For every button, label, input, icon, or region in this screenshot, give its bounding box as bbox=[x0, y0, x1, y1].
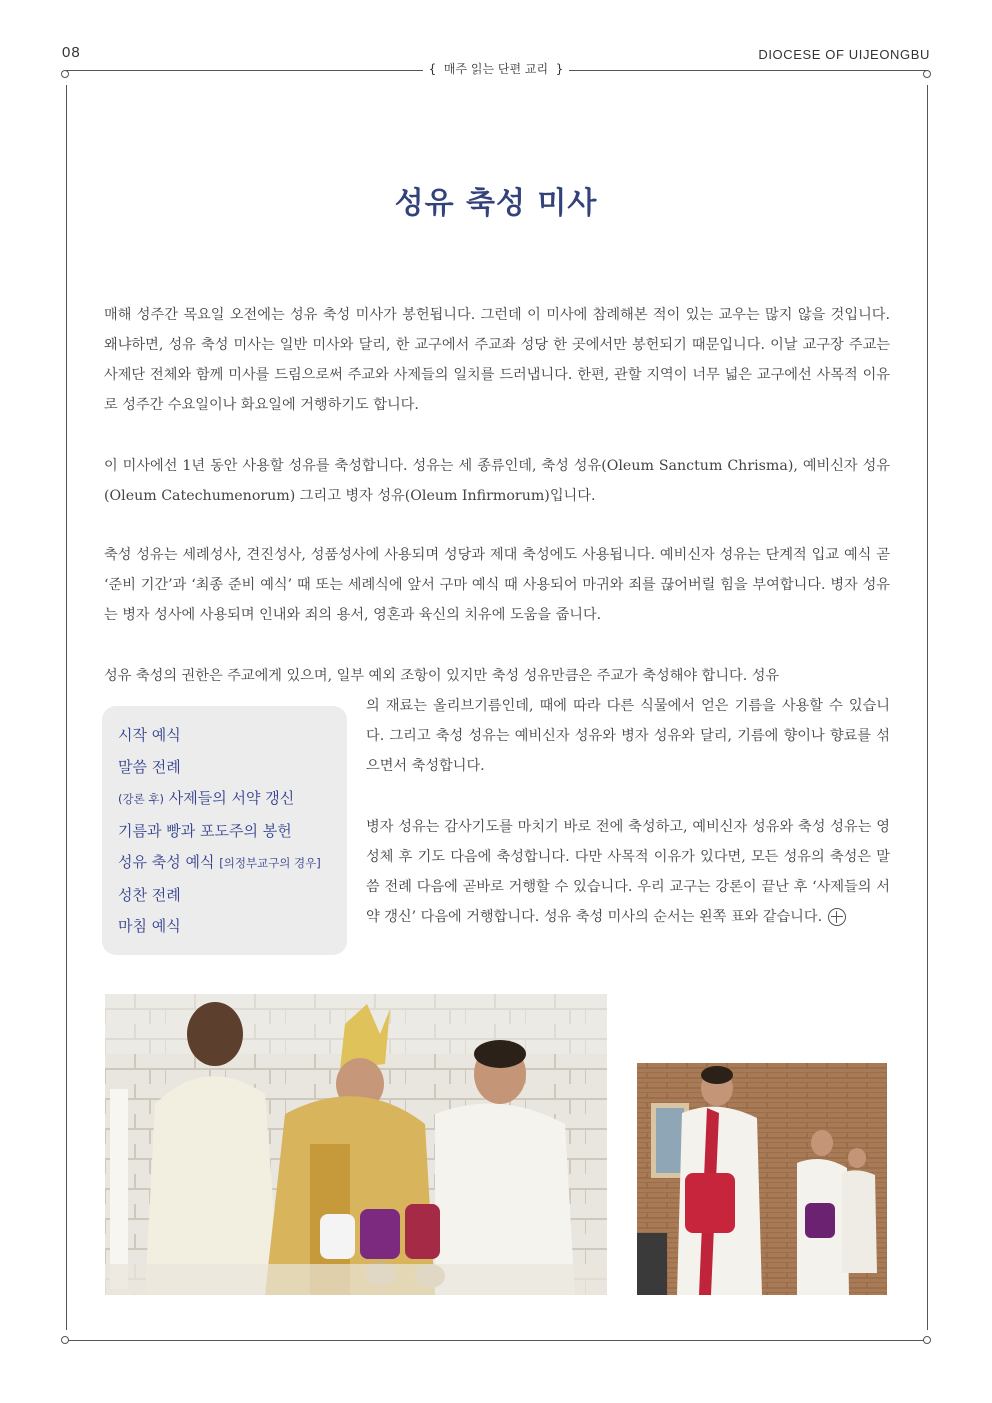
cross-circle-icon bbox=[828, 908, 846, 926]
paragraph-1: 매해 성주간 목요일 오전에는 성유 축성 미사가 봉헌됩니다. 그런데 이 미사에 참례해본 적이 있는 교우는 많지 않을 것입니다. 왜냐하면, 성유 축성 미사는 일반 미사와 달리, 한 교구에서 주교좌 성당 한 곳에서만 봉헌되기 때문입니다. 이날 교구장 주교는 사제단 전체와 함께 미사를 드림으로써 주교와 사제들의 일치를 드러냅니다. 한편, 관할 지역이 너무 넓은 교구에선 사목적 이유로 성주간 수요일이나 화요일에 거행하기도 합니다. bbox=[104, 307, 890, 413]
list-item: 기름과 빵과 포도주의 봉헌 bbox=[118, 821, 292, 840]
frame-left-line bbox=[66, 85, 67, 1330]
mass-order-box bbox=[102, 706, 347, 955]
paragraph-2: 이 미사에선 1년 동안 사용할 성유를 축성합니다. 성유는 세 종류인데, 축성 성유(Oleum Sanctum Chrisma), 예비신자 성유(Oleum Catechumenorum) 그리고 병자 성유(Oleum Infirmorum)입니다. bbox=[104, 458, 890, 504]
list-item: 말씀 전례 bbox=[118, 757, 181, 776]
frame-right-line bbox=[927, 85, 928, 1330]
photo-oil-procession bbox=[637, 1063, 887, 1295]
paragraph-5-text: 병자 성유는 감사기도를 마치기 바로 전에 축성하고, 예비신자 성유와 축성 성유는 영성체 후 기도 다음에 축성합니다. 다만 사목적 이유가 있다면, 모든 성유의 축성은 말씀 전례 다음에 곧바로 거행할 수 있습니다. 우리 교구는 강론이 끝난 후 ‘사제들의 서약 갱신’ 다음에 거행합니다. 성유 축성 미사의 순서는 왼쪽 표와 같습니다. bbox=[366, 819, 890, 925]
list-item: (강론 후) 사제들의 서약 갱신 bbox=[118, 789, 295, 807]
mass-order-list bbox=[102, 706, 347, 943]
photo-bishop-consecration bbox=[105, 994, 607, 1295]
frame-corner-dot bbox=[923, 1336, 931, 1344]
paragraph-4-cont: 의 재료는 올리브기름인데, 때에 따라 다른 식물에서 얻은 기름을 사용할 수 있습니다. 그리고 축성 성유는 예비신자 성유와 병자 성유와 달리, 기름에 향이나 향료를 섞으면서 축성합니다. bbox=[366, 698, 890, 774]
list-item: 성유 축성 예식 [의정부교구의 경우] bbox=[118, 853, 321, 871]
list-item: 마침 예식 bbox=[118, 917, 181, 935]
frame-corner-dot bbox=[61, 1336, 69, 1344]
list-item: 성찬 전례 bbox=[118, 885, 181, 904]
section-title: 매주 읽는 단편 교리 bbox=[443, 62, 549, 76]
frame-bottom-line bbox=[66, 1340, 928, 1341]
page-number: 08 bbox=[62, 44, 81, 61]
photo-bishop-consecration-image bbox=[105, 994, 607, 1295]
paragraph-4-start: 성유 축성의 권한은 주교에게 있으며, 일부 예외 조항이 있지만 축성 성유만큼은 주교가 축성해야 합니다. 성유 bbox=[104, 668, 780, 684]
photo-oil-procession-image bbox=[637, 1063, 887, 1295]
paragraph-5 bbox=[366, 812, 890, 932]
paragraph-3: 축성 성유는 세례성사, 견진성사, 성품성사에 사용되며 성당과 제대 축성에도 사용됩니다. 예비신자 성유는 단계적 입교 예식 곧 ‘준비 기간’과 ‘최종 준비 예식’ 때 또는 세례식에 앞서 구마 예식 때 사용되어 마귀와 죄를 끊어버릴 힘을 부여합니다. 병자 성유는 병자 성사에 사용되며 인내와 죄의 용서, 영혼과 육신의 치유에 도움을 줍니다. bbox=[104, 547, 890, 623]
diocese-label: DIOCESE OF UIJEONGBU bbox=[758, 47, 930, 62]
section-header: { 매주 읽는 단편 교리 } bbox=[0, 60, 992, 77]
list-item: 시작 예식 bbox=[118, 726, 181, 744]
page-title: 성유 축성 미사 bbox=[394, 186, 598, 221]
